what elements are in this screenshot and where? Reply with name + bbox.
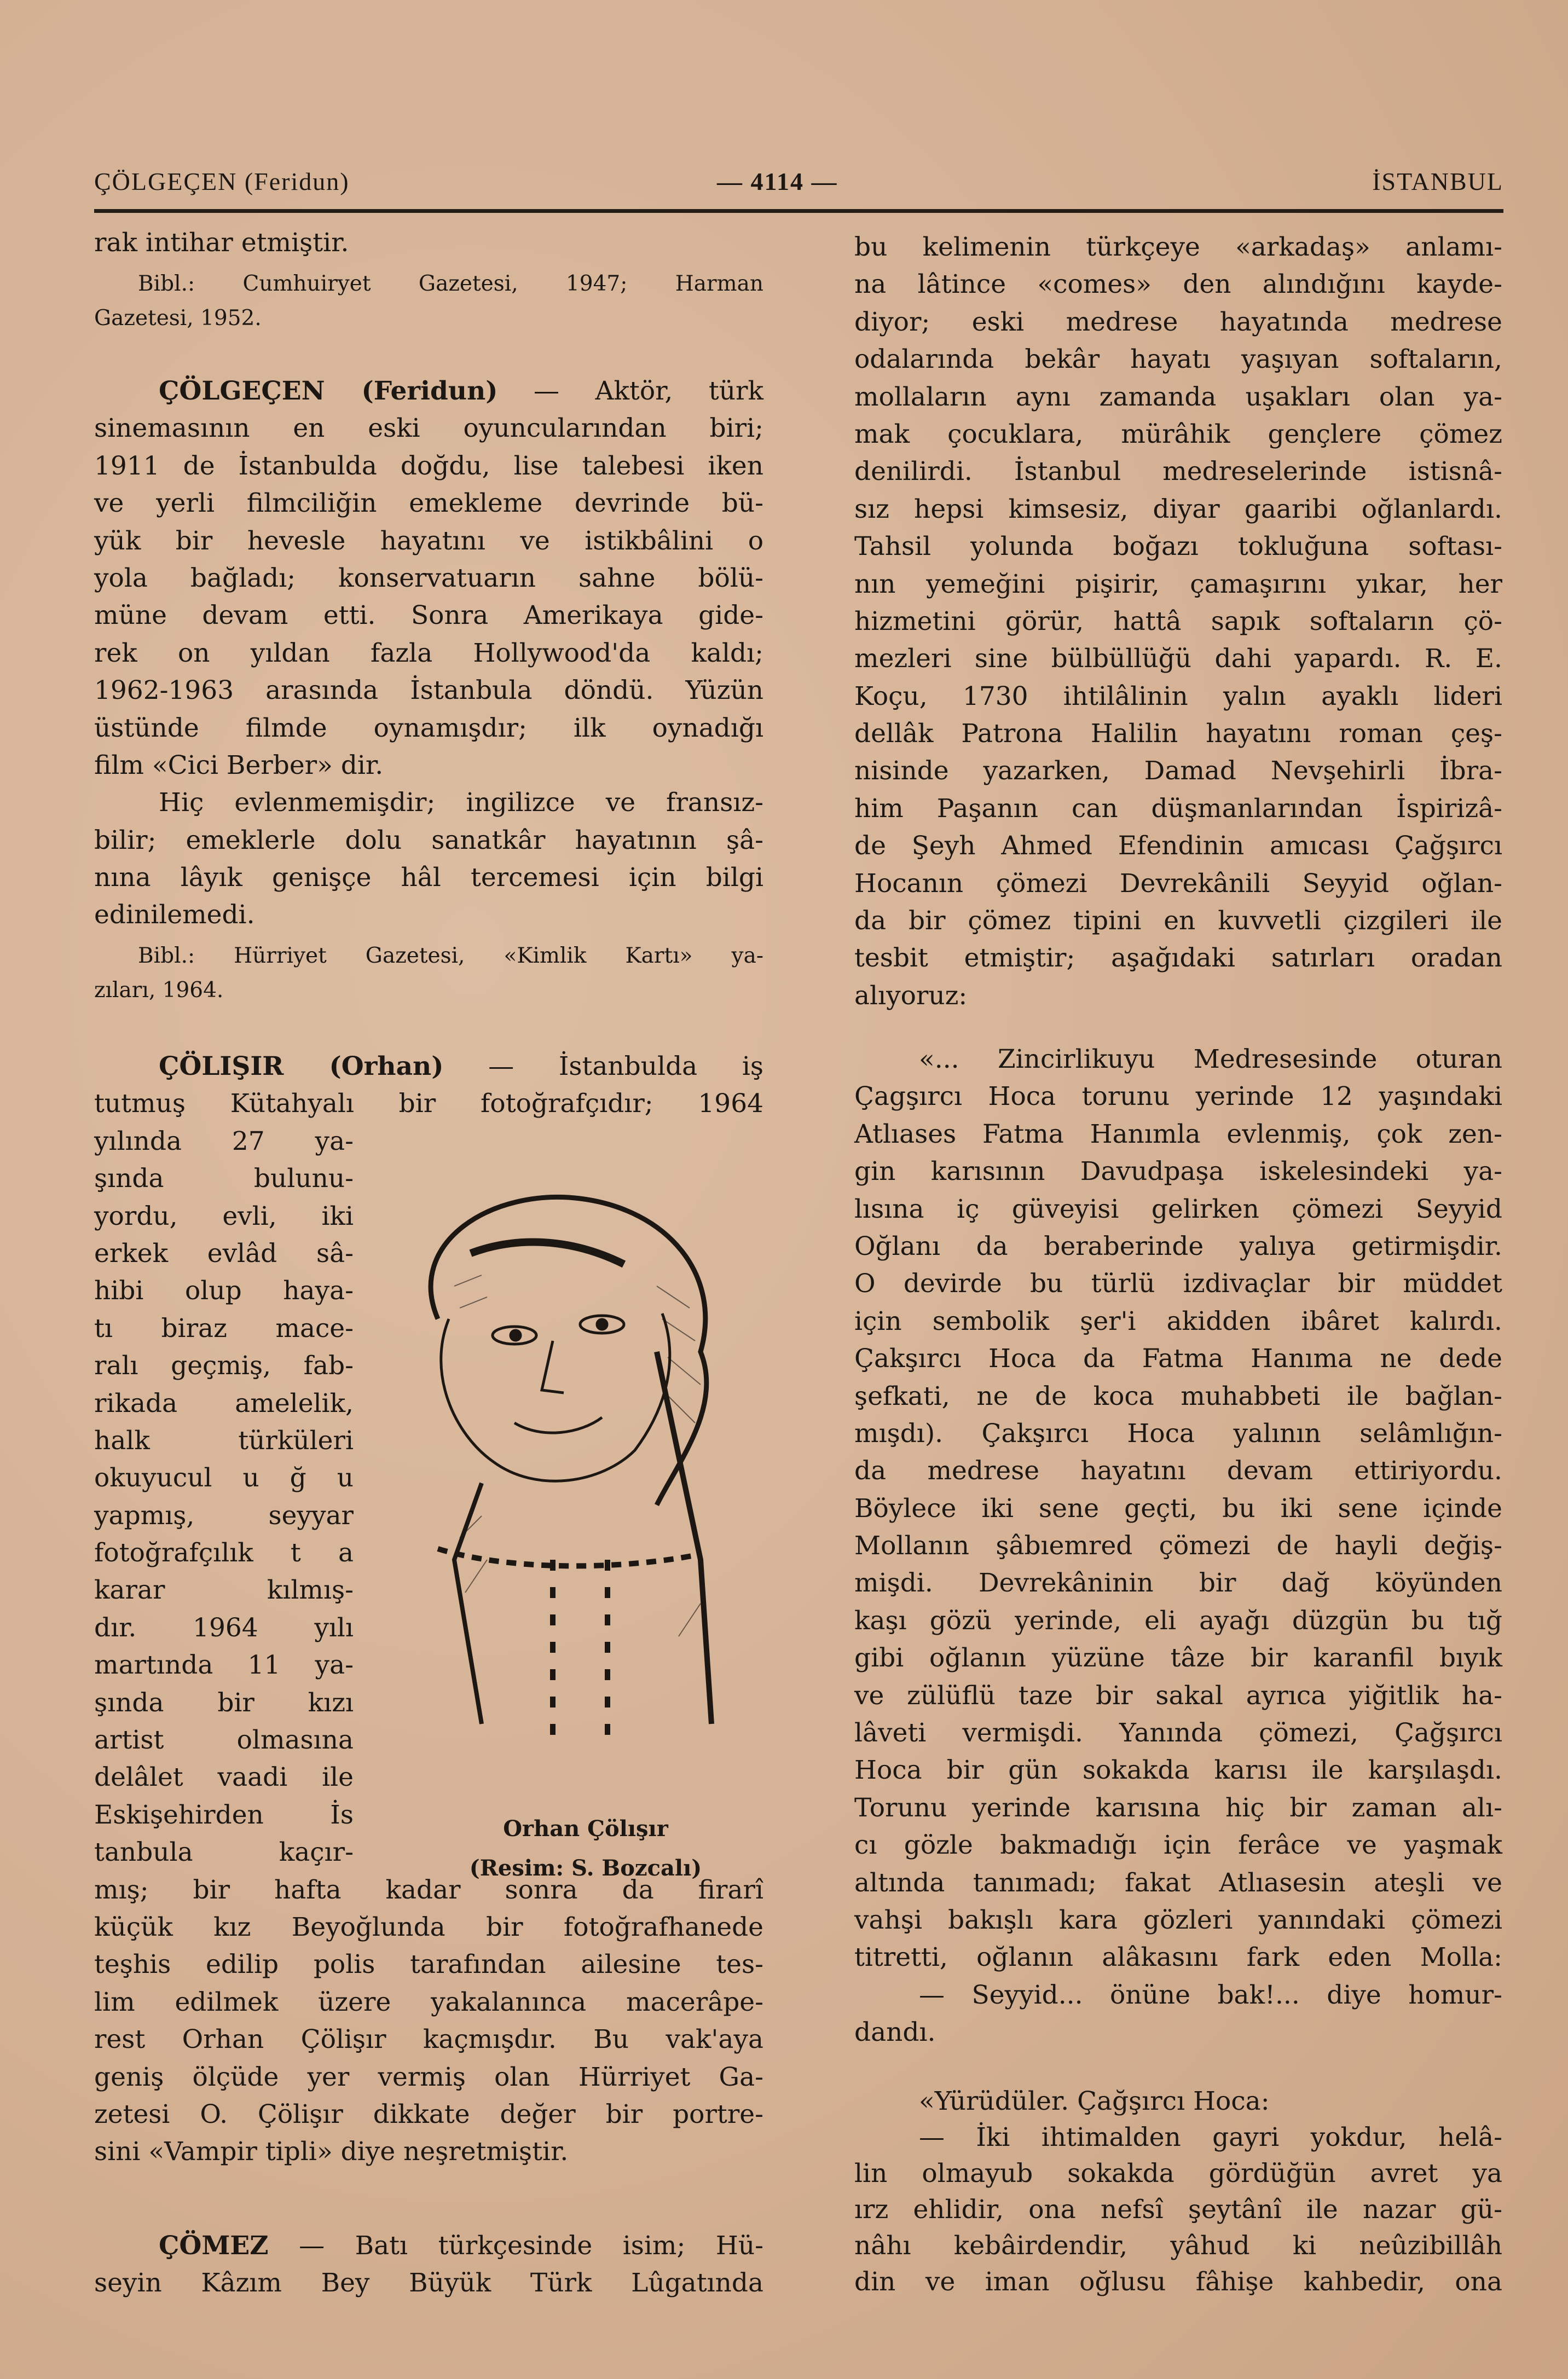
text-line: Çagşırcı Hoca torunu yerinde 12 yaşındaki — [854, 1081, 1502, 1112]
text-line: nına lâyık genişçe hâl tercemesi için bilgi — [94, 863, 763, 893]
page-number: — 4114 — — [717, 167, 838, 195]
text-line: «... Zincirlikuyu Medresesinde oturan — [919, 1044, 1502, 1074]
text-line: Oğlanı da beraberinde yalıya getirmişdir. — [854, 1231, 1502, 1261]
text-line: Çakşırcı Hoca da Fatma Hanıma ne dede — [854, 1344, 1502, 1374]
text-line: Tahsil yolunda boğazı tokluğuna softası- — [854, 531, 1502, 562]
text-line: seyin Kâzım Bey Büyük Türk Lûgatında — [94, 2268, 763, 2299]
text-line: Böylece iki sene geçti, bu iki sene içinde — [854, 1493, 1502, 1524]
text-line: şında bir kızı — [94, 1687, 354, 1718]
entry-heading: ÇÖLIŞIR (Orhan) — [159, 1051, 444, 1081]
text-line: ralı geçmiş, fab- — [94, 1351, 354, 1381]
text-line: 1911 de İstanbulda doğdu, lise talebesi iken — [94, 450, 763, 481]
text-line: titretti, oğlanın alâkasını fark eden Molla: — [854, 1942, 1502, 1973]
entry-comez — [94, 2227, 763, 2302]
text-line: na lâtince «comes» den alındığını kayde- — [854, 269, 1502, 300]
text-line: de Şeyh Ahmed Efendinin amıcası Çağşırcı — [854, 831, 1502, 861]
text-line: Torunu yerinde karısına hiç bir zaman alı- — [854, 1792, 1502, 1823]
entry-text: — Batı türkçesinde isim; Hü- — [299, 2231, 763, 2261]
text-line: bu kelimenin türkçeye «arkadaş» anlamı- — [854, 232, 1502, 262]
text-line: da medrese hayatını devam ettiriyordu. — [854, 1456, 1502, 1486]
text-line: mezleri sine bülbüllüğü dahi yapardı. R. E. — [854, 644, 1502, 674]
text-line: dellâk Patrona Halilin hayatını roman çeş- — [854, 719, 1502, 749]
text-line: üstünde filmde oynamışdır; ilk oynadığı — [94, 713, 763, 743]
text-line: odalarında bekâr hayatı yaşıyan softaların, — [854, 344, 1502, 375]
text-line: cı gözle bakmadığı için ferâce ve yaşmak — [854, 1830, 1502, 1861]
text-line: delâlet vaadi ile — [94, 1762, 354, 1793]
text-line: gin karısının Davudpaşa iskelesindeki ya- — [854, 1156, 1502, 1187]
text-line: zıları, 1964. — [94, 978, 224, 1003]
text-line: lısına iç güveyisi gelirken çömezi Seyyid — [854, 1194, 1502, 1224]
text-line: artist olmasına — [94, 1725, 354, 1756]
text-line: — İki ihtimalden gayri yokdur, helâ- — [919, 2122, 1502, 2152]
running-head-right: İSTANBUL — [1372, 167, 1503, 195]
entry-heading: ÇÖMEZ — [159, 2231, 269, 2261]
entry-first-line — [94, 2227, 763, 2265]
text-line: hizmetini görür, hattâ sapık softaların çö- — [854, 606, 1502, 636]
text-line: teşhis edilip polis tarafından ailesine tes- — [94, 1949, 763, 1980]
text-line: Bibl.: Hürriyet Gazetesi, «Kimlik Kartı» ya- — [138, 944, 763, 968]
text-line: şında bulunu- — [94, 1164, 354, 1194]
caption-name: Orhan Çölışır — [503, 1816, 668, 1842]
text-line: bilir; emeklerle dolu sanatkâr hayatının şâ- — [94, 825, 763, 855]
text-line: erkek evlâd sâ- — [94, 1238, 354, 1269]
text-line: ve zülüflü taze bir sakal ayrıca yiğitlik ha- — [854, 1680, 1502, 1711]
text-line: halk türküleri — [94, 1425, 354, 1456]
text-line: 1962-1963 arasında İstanbula döndü. Yüzün — [94, 675, 763, 706]
text-line: O devirde bu türlü izdivaçlar bir müddet — [854, 1269, 1502, 1299]
text-line: küçük kız Beyoğlunda bir fotoğrafhanede — [94, 1912, 763, 1942]
text-line: nisinde yazarken, Damad Nevşehirli İbra- — [854, 756, 1502, 786]
text-line: dandı. — [854, 2017, 936, 2048]
bibliography-1 — [94, 267, 763, 335]
entry-body — [94, 2265, 763, 2302]
text-line: Gazetesi, 1952. — [94, 306, 262, 331]
text-line: yola bağladı; konservatuarın sahne bölü- — [94, 563, 763, 593]
continued-text — [94, 224, 763, 262]
text-line: yapmış, seyyar — [94, 1500, 354, 1531]
text-line: yük bir hevesle hayatını ve istikbâlini o — [94, 525, 763, 556]
caption-credit: (Resim: S. Bozcalı) — [469, 1855, 702, 1881]
text-line: ırz ehlidir, ona nefsî şeytânî ile nazar gü- — [854, 2195, 1502, 2225]
text-line: rikada amelelik, — [94, 1388, 354, 1419]
entry-body — [94, 1085, 763, 1122]
text-line: için sembolik şer'i akidden ibâret kalırdı. — [854, 1306, 1502, 1336]
text-line: lin olmayub sokakda gördüğün avret ya — [854, 2158, 1502, 2189]
text-line: tı biraz mace- — [94, 1313, 354, 1344]
text-line: Hoca bir gün sokakda karısı ile karşılaşdı. — [854, 1755, 1502, 1786]
text-line: denilirdi. İstanbul medreselerinde istisnâ- — [854, 456, 1502, 487]
entry-text: — İstanbulda iş — [488, 1051, 763, 1081]
text-line: din ve iman oğlusu fâhişe kahbedir, ona — [854, 2267, 1502, 2297]
text-line: sız hepsi kimsesiz, diyar gaaribi oğlanlardı. — [854, 494, 1502, 524]
portrait-sketch — [372, 1177, 755, 1773]
text-line: alıyoruz: — [854, 980, 968, 1011]
entry-text: — Aktör, türk — [534, 376, 763, 406]
text-line: tanbula kaçır- — [94, 1837, 354, 1868]
text-line: mış; bir hafta kadar sonra da firarî — [94, 1874, 763, 1905]
text-line: sini «Vampir tipli» diye neşretmiştir. — [94, 2137, 569, 2167]
text-line: Eskişehirden İs — [94, 1799, 354, 1830]
text-line: dır. 1964 yılı — [94, 1612, 354, 1643]
text-line: müne devam etti. Sonra Amerikaya gide- — [94, 600, 763, 631]
text-line: Atlıases Fatma Hanımla evlenmiş, çok zen- — [854, 1119, 1502, 1149]
text-line: geniş ölçüde yer vermiş olan Hürriyet Ga- — [94, 2062, 763, 2092]
text-line: kaşı gözü yerinde, eli ayağı düzgün bu tığ — [854, 1605, 1502, 1636]
right-block-1 — [854, 229, 1502, 1015]
text-line: fotoğrafçılık t a — [94, 1538, 354, 1568]
text-line: lim edilmek üzere yakalanınca macerâpe- — [94, 1987, 763, 2017]
text-line: okuyucul u ğ u — [94, 1463, 354, 1494]
text-line: mak çocuklara, mürâhik gençlere çömez — [854, 419, 1502, 449]
text-line: Hocanın çömezi Devrekânili Seyyid oğlan- — [854, 868, 1502, 899]
text-line: da bir çömez tipini en kuvvetli çizgileri ile — [854, 906, 1502, 936]
text-line: mollaların aynı zamanda uşakları olan ya- — [854, 381, 1502, 412]
text-line: martında 11 ya- — [94, 1650, 354, 1681]
entry-body-wide — [94, 1872, 763, 2171]
text-line: nın yemeğini pişirir, çamaşırını yıkar, her — [854, 569, 1502, 599]
entry-body-narrow — [94, 1123, 354, 1872]
text-line: zetesi O. Çölişır dikkate değer bir portre- — [94, 2099, 763, 2129]
text-line: — Seyyid... önüne bak!... diye homur- — [919, 1979, 1502, 2010]
text-line: Hiç evlenmemişdir; ingilizce ve fransız- — [159, 788, 763, 818]
running-head-left: ÇÖLGEÇEN (Feridun) — [94, 167, 350, 195]
text-line: mışdı). Çakşırcı Hoca yalının selâmlığın- — [854, 1418, 1502, 1449]
bibliography-2 — [94, 939, 763, 1008]
entry-first-line — [94, 373, 763, 410]
text-line: yılında 27 ya- — [94, 1126, 354, 1156]
entry-heading: ÇÖLGEÇEN (Feridun) — [159, 376, 498, 406]
text-line: rek on yıldan fazla Hollywood'da kaldı; — [94, 638, 763, 668]
text-line: vahşi bakışlı kara gözleri yanındaki çömezi — [854, 1905, 1502, 1935]
text-line: film «Cici Berber» dir. — [94, 750, 384, 780]
text-line: tutmuş Kütahyalı bir fotoğrafçıdır; 1964 — [94, 1089, 763, 1119]
text-line: him Paşanın can düşmanlarından İspirizâ- — [854, 793, 1502, 824]
entry-colgecen — [94, 373, 763, 934]
text-line: diyor; eski medrese hayatında medrese — [854, 306, 1502, 337]
text-line: gibi oğlanın yüzüne tâze bir karanfil bıyık — [854, 1643, 1502, 1674]
text-line: Bibl.: Cumhuiryet Gazetesi, 1947; Harman — [138, 271, 763, 296]
entry-body — [94, 410, 763, 934]
text-line: «Yürüdüler. Çağşırcı Hoca: — [919, 2086, 1270, 2116]
text-line: ve yerli filmciliğin emekleme devrinde bü- — [94, 488, 763, 519]
text-line: Mollanın şâbıemred çömezi de hayli değiş- — [854, 1531, 1502, 1561]
text-line: rak intihar etmiştir. — [94, 228, 349, 258]
text-line: tesbit etmiştir; aşağıdaki satırları oradan — [854, 943, 1502, 974]
text-line: Koçu, 1730 ihtilâlinin yalın ayaklı lideri — [854, 681, 1502, 711]
text-line: altında tanımadı; fakat Atlıasesin ateşli ve — [854, 1867, 1502, 1898]
text-line: rest Orhan Çölişır kaçmışdır. Bu vak'aya — [94, 2024, 763, 2055]
right-dialogue-block — [854, 2083, 1502, 2300]
text-line: lâveti vermişdi. Yanında çömezi, Çağşırcı — [854, 1718, 1502, 1749]
text-line: hibi olup haya- — [94, 1276, 354, 1306]
entry-first-line — [94, 1048, 763, 1085]
text-line: mişdi. Devrekâninin bir dağ köyünden — [854, 1568, 1502, 1599]
text-line: sinemasının en eski oyuncularından biri; — [94, 413, 763, 444]
text-line: şefkati, ne de koca muhabbeti ile bağlan- — [854, 1381, 1502, 1411]
right-quote-block — [854, 1041, 1502, 2052]
text-line: yordu, evli, iki — [94, 1201, 354, 1231]
text-line: edinilemedi. — [94, 900, 255, 930]
text-line: karar kılmış- — [94, 1575, 354, 1606]
text-line: nâhı kebâirdendir, yâhud ki neûzibillâh — [854, 2231, 1502, 2261]
header-rule — [94, 209, 1503, 213]
